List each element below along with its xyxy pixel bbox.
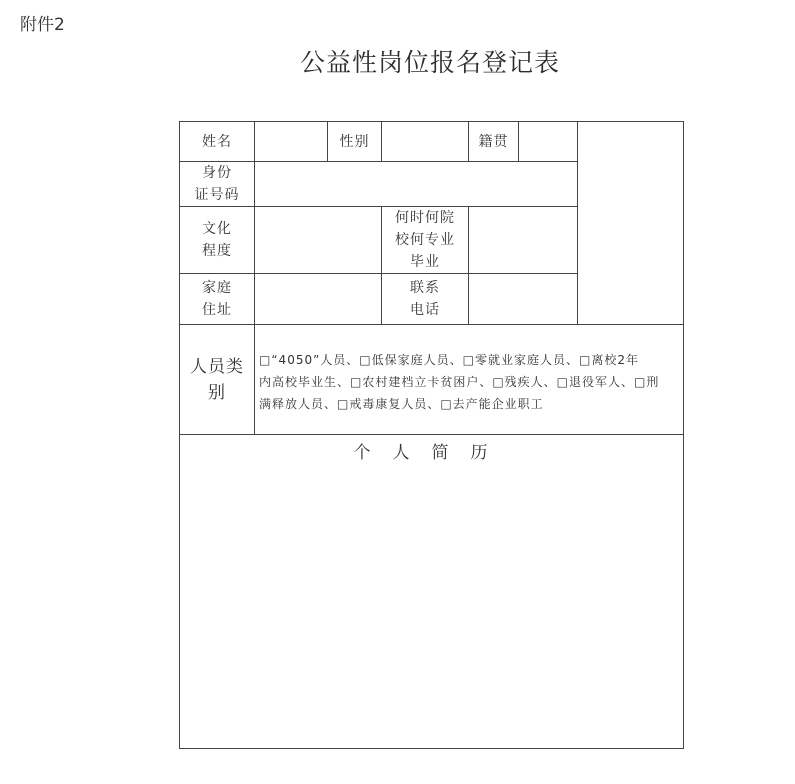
- phone-label: [381, 273, 469, 325]
- attachment-label: 附件2: [20, 15, 65, 35]
- photo-area[interactable]: [577, 121, 684, 325]
- education-field[interactable]: [254, 206, 382, 274]
- category-options[interactable]: [259, 349, 679, 415]
- graduation-label: [381, 206, 469, 274]
- category-options-line2: 内高校毕业生、□农村建档立卡贫困户、□残疾人、□退役军人、□刑: [259, 375, 660, 389]
- education-label-line1: 文化: [202, 221, 232, 237]
- phone-label-line1: 联系: [410, 280, 440, 296]
- address-label-line1: 家庭: [202, 280, 232, 296]
- phone-label-line2: 电话: [410, 302, 440, 318]
- category-options-line3: 满释放人员、□戒毒康复人员、□去产能企业职工: [259, 397, 544, 411]
- native-place-label: 籍贯: [478, 133, 509, 150]
- gender-label: 性别: [339, 133, 370, 150]
- form-title: 公益性岗位报名登记表: [299, 48, 560, 77]
- id-number-label: [179, 161, 255, 207]
- phone-field[interactable]: [468, 273, 578, 325]
- category-label: [179, 324, 255, 435]
- name-field[interactable]: [254, 121, 328, 162]
- category-label-line1: 人员类: [190, 356, 244, 377]
- id-label-line2: 证号码: [194, 187, 240, 203]
- education-label-line2: 程度: [202, 243, 232, 259]
- address-label-line2: 住址: [202, 302, 232, 318]
- id-number-field[interactable]: [254, 161, 578, 207]
- id-label-line1: 身份: [202, 165, 232, 181]
- resume-heading: 个人简历: [353, 443, 510, 463]
- address-label: [179, 273, 255, 325]
- graduation-label-line2: 校何专业: [395, 232, 455, 248]
- address-field[interactable]: [254, 273, 382, 325]
- category-options-line1: □“4050”人员、□低保家庭人员、□零就业家庭人员、□离校2年: [259, 353, 639, 367]
- native-place-field[interactable]: [518, 121, 578, 162]
- category-label-line2: 别: [208, 382, 226, 403]
- graduation-label-line1: 何时何院: [395, 210, 455, 226]
- education-label: [179, 206, 255, 274]
- graduation-field[interactable]: [468, 206, 578, 274]
- name-label: 姓名: [202, 133, 232, 150]
- gender-field[interactable]: [381, 121, 469, 162]
- graduation-label-line3: 毕业: [410, 254, 440, 270]
- resume-field[interactable]: [179, 434, 684, 749]
